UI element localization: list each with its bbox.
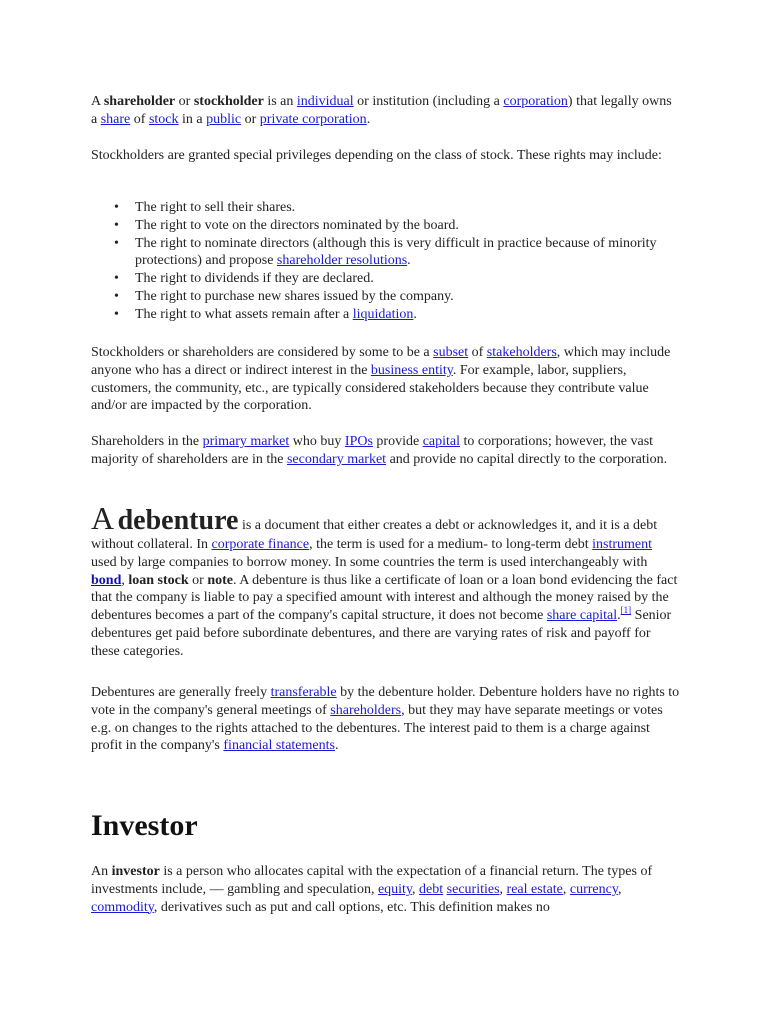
link-corporate-finance[interactable]: corporate finance <box>211 537 310 552</box>
right-text: The right to what assets remain after a <box>135 306 353 322</box>
text: who buy <box>289 434 345 449</box>
list-item <box>135 288 715 306</box>
text: . For example, labor, suppliers, customers, the community, etc., are typically considered stakeholders because they contribute value and/or are impacted by the corporation. <box>91 362 649 414</box>
term-shareholder: shareholder <box>103 94 176 109</box>
debenture-holders-paragraph <box>91 684 681 755</box>
text: , derivatives such as put and call options, etc. This definition makes no <box>153 899 550 915</box>
right-text: The right to vote on the directors nominated by the board. <box>135 217 459 233</box>
link-capital[interactable]: capital <box>422 434 460 449</box>
reference-link[interactable]: [1] <box>620 605 632 616</box>
stakeholders-paragraph <box>91 344 681 415</box>
text: is a document that either creates a debt or acknowledges it, and it is a debt without collateral. In <box>91 518 658 552</box>
link-ipos[interactable]: IPOs <box>344 434 373 449</box>
link-stakeholders[interactable]: stakeholders <box>486 345 557 360</box>
text: or <box>175 94 194 109</box>
link-shareholder-resolutions[interactable]: shareholder resolutions <box>276 253 408 269</box>
link-share[interactable]: share <box>100 111 131 127</box>
list-item <box>135 235 715 271</box>
text: is an <box>263 94 297 109</box>
term-stockholder: stockholder <box>193 94 264 109</box>
text: . <box>413 306 417 322</box>
text: to corporations; however, the vast majority of shareholders are in the <box>91 434 654 467</box>
list-item <box>135 199 715 217</box>
markets-paragraph <box>91 433 681 469</box>
text: . <box>366 111 371 127</box>
text: , <box>562 881 570 897</box>
link-commodity[interactable]: commodity <box>91 899 154 915</box>
right-text: The right to sell their shares. <box>135 200 296 215</box>
link-secondary-market[interactable]: secondary market <box>286 451 387 467</box>
link-transferable[interactable]: transferable <box>270 685 337 700</box>
text: ) that legally owns a <box>91 94 672 127</box>
right-text: The right to dividends if they are declared. <box>135 271 374 287</box>
link-instrument[interactable]: instrument <box>592 537 653 552</box>
link-public[interactable]: public <box>206 111 242 127</box>
text: in a <box>178 111 207 127</box>
link-primary-market[interactable]: primary market <box>202 434 290 449</box>
link-private-corporation[interactable]: private corporation <box>259 111 367 127</box>
debenture-heading-word: debenture <box>117 505 239 536</box>
debenture-paragraph <box>91 500 681 661</box>
link-debt[interactable]: debt <box>419 881 444 897</box>
right-text: The right to purchase new shares issued by the company. <box>135 288 454 304</box>
text: used by large companies to borrow money. In some countries the term is used interchangeably with <box>91 554 648 570</box>
link-real-estate[interactable]: real estate <box>506 881 563 897</box>
text: , <box>121 572 129 588</box>
text: . <box>407 253 411 269</box>
list-item <box>135 306 715 324</box>
text: provide <box>372 434 423 449</box>
text: A <box>91 94 104 109</box>
rights-list <box>91 199 715 324</box>
text: . <box>334 738 339 754</box>
text: An <box>91 864 112 879</box>
link-subset[interactable]: subset <box>433 345 469 360</box>
link-corporation[interactable]: corporation <box>503 94 568 109</box>
term-investor: investor <box>111 864 160 879</box>
link-bond[interactable]: bond <box>91 572 122 588</box>
privileges-text: Stockholders are granted special privileges depending on the class of stock. These rights may include: <box>91 148 662 163</box>
link-financial-statements[interactable]: financial statements <box>223 738 335 754</box>
term-loan-stock: loan stock <box>128 572 189 588</box>
link-share-capital[interactable]: share capital <box>546 608 618 624</box>
right-text: The right to nominate directors (although this is very difficult in practice because of minority protections) and propose <box>135 235 657 269</box>
text: . <box>617 608 621 624</box>
text: Stockholders or shareholders are considered by some to be a <box>91 345 434 360</box>
link-securities[interactable]: securities <box>446 881 500 897</box>
text: and provide no capital directly to the corporation. <box>386 451 668 467</box>
text: Shareholders in the <box>91 434 203 449</box>
text: of <box>468 345 487 360</box>
text: , but they may have separate meetings or votes e.g. on changes to the rights attached to the debentures. The interest paid to them is a charge against profit in the company's <box>91 702 663 754</box>
text: is a person who allocates capital with the expectation of a financial return. The types of investments include, — gambling and speculation, <box>91 864 653 897</box>
text: of <box>130 111 149 127</box>
term-note: note <box>207 572 233 588</box>
text: , the term is used for a medium- to long-term debt <box>309 537 593 552</box>
text: Debentures are generally freely <box>91 685 271 700</box>
investor-heading: Investor <box>91 809 198 842</box>
link-liquidation[interactable]: liquidation <box>352 306 414 322</box>
text: by the debenture holder. Debenture holders have no rights to vote in the company's general meetings of <box>91 685 680 718</box>
text: or <box>188 572 208 588</box>
text: or <box>241 111 260 127</box>
link-equity[interactable]: equity <box>377 881 413 897</box>
text: , <box>412 881 420 897</box>
text: , which may include anyone who has a direct or indirect interest in the <box>91 345 671 378</box>
list-item <box>135 217 715 235</box>
text: , <box>499 881 507 897</box>
investor-paragraph <box>91 863 681 916</box>
text: Senior debentures get paid before subordinate debentures, and there are varying rates of risk and payoff for these categories. <box>91 608 672 659</box>
list-item <box>135 270 715 288</box>
text: . A debenture is thus like a certificate of loan or a loan bond evidencing the fact that the company is liable to pay a specified amount with interest and although the money raised by the debentures becomes a part of the company's capital structure, it does not become <box>91 572 678 624</box>
text: , <box>617 881 622 897</box>
link-currency[interactable]: currency <box>569 881 618 897</box>
shareholder-definition-paragraph <box>91 93 681 129</box>
link-shareholders[interactable]: shareholders <box>330 702 402 718</box>
privileges-paragraph <box>91 147 681 165</box>
debenture-heading-a: A <box>91 500 115 536</box>
link-individual[interactable]: individual <box>296 94 354 109</box>
link-business-entity[interactable]: business entity <box>370 362 453 378</box>
link-stock[interactable]: stock <box>148 111 179 127</box>
text: or institution (including a <box>353 94 504 109</box>
